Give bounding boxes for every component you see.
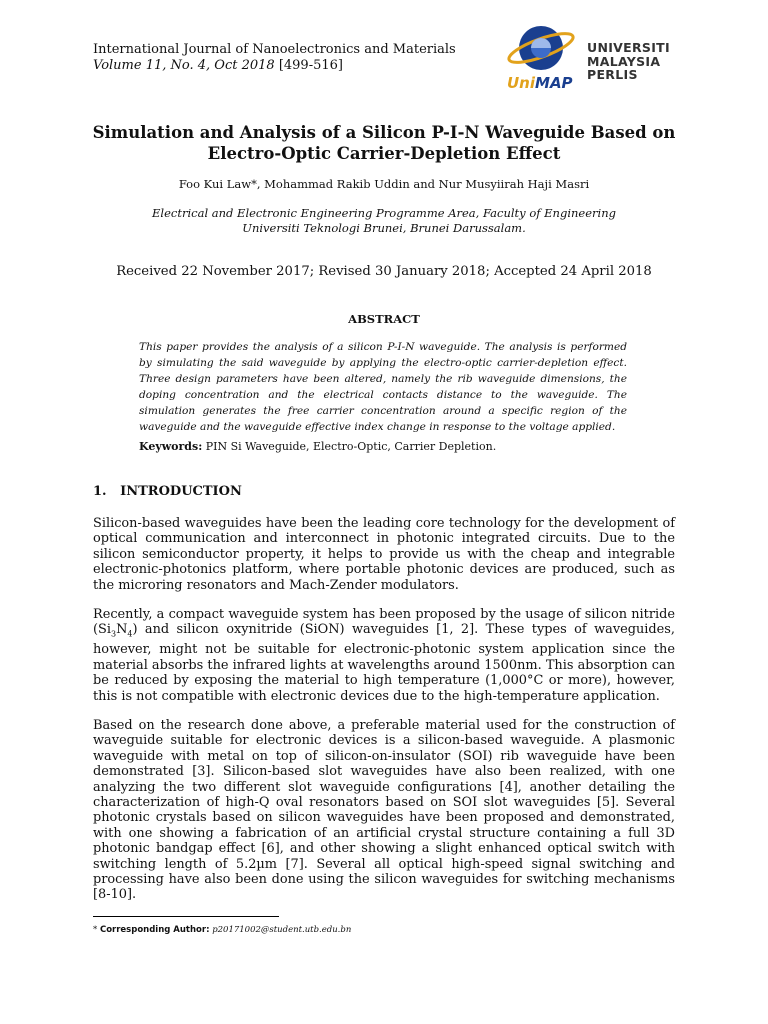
affiliation-line-1: Electrical and Electronic Engineering Programme Area, Faculty of Engineering xyxy=(152,206,616,220)
affiliation-line-2: Universiti Teknologi Brunei, Brunei Darussalam. xyxy=(242,221,526,235)
paragraph-1: Silicon-based waveguides have been the leading core technology for the development of optical communication and interconnect in photonic integrated circuits. Due to the silicon semiconductor property, it helps to provide us with the cheap and integrable electronic-photonics platform, where portable photonic devices are produced, such as the microring resonators and Mach-Zender modulators. xyxy=(93,516,675,593)
corresponding-email-link[interactable]: p20171002@student.utb.edu.bn xyxy=(212,925,352,935)
paragraph-2 xyxy=(93,607,675,704)
submission-dates: Received 22 November 2017; Revised 30 January 2018; Accepted 24 April 2018 xyxy=(116,264,652,279)
author-list: Foo Kui Law*, Mohammad Rakib Uddin and Nur Musyiirah Haji Masri xyxy=(178,177,590,191)
p2-subscript-1: 3 xyxy=(110,629,117,639)
p2-part-a: Recently, a compact waveguide system has been proposed by the usage of silicon nitride (Si xyxy=(93,607,675,638)
footnote-divider xyxy=(93,916,279,917)
keywords-list: PIN Si Waveguide, Electro-Optic, Carrier Depletion. xyxy=(202,440,497,453)
journal-header xyxy=(93,42,456,74)
wordmark-uni: Uni xyxy=(507,74,536,92)
paper-title xyxy=(60,122,708,164)
keywords xyxy=(139,440,627,453)
unimap-emblem-icon xyxy=(505,22,585,78)
logo-line-3: PERLIS xyxy=(587,67,638,82)
volume-text: Volume 11, No. 4, Oct 2018 xyxy=(93,58,275,73)
abstract-heading: ABSTRACT xyxy=(348,312,420,326)
section-title: INTRODUCTION xyxy=(120,484,242,499)
keywords-label: Keywords: xyxy=(139,440,203,453)
logo-line-1: UNIVERSITI xyxy=(587,40,670,55)
journal-volume xyxy=(93,58,456,74)
page-range: [499-516] xyxy=(278,58,343,73)
title-line-2: Electro-Optic Carrier-Depletion Effect xyxy=(207,144,561,163)
footnote-label: Corresponding Author: xyxy=(99,925,210,935)
wordmark-map: MAP xyxy=(535,74,573,92)
journal-name: International Journal of Nanoelectronics and Materials xyxy=(93,42,456,57)
university-logo xyxy=(505,22,675,98)
section-number: 1. xyxy=(93,484,107,499)
footnote xyxy=(93,925,351,935)
unimap-wordmark xyxy=(507,74,573,92)
logo-line-2: MALAYSIA xyxy=(587,53,661,69)
affiliation xyxy=(60,206,708,236)
p2-subscript-2: 4 xyxy=(127,629,133,639)
section-heading xyxy=(93,484,242,499)
p2-part-b: N xyxy=(116,622,128,638)
paragraph-3: Based on the research done above, a preferable material used for the construction of waveguide suitable for electronic devices is a silicon-based waveguide. A plasmonic waveguide with metal on top of silicon-on-insulator (SOI) rib waveguide have been demonstrated [3]. Silicon-based slot waveguides have also been realized, with one analyzing the two different slot waveguide configurations [4], another detailing the characterization of high-Q oval resonators based on SOI slot waveguides [5]. Several photonic crystals based on silicon waveguides have been proposed and demonstrated, with one showing a fabrication of an artificial crystal structure containing a full 3D photonic bandgap effect [6], and other showing a slight enhanced optical switch with switching length of 5.2µm [7]. Several all optical high-speed signal switching and processing have also been done using the silicon waveguides for switching mechanisms [8-10]. xyxy=(93,718,675,903)
title-line-1: Simulation and Analysis of a Silicon P-I-N Waveguide Based on xyxy=(92,123,676,142)
university-name xyxy=(587,41,670,82)
p2-part-c: ) and silicon oxynitride (SiON) waveguides [1, 2]. These types of waveguides, however, might not be suitable for electronic-photonic system application since the material absorbs the infrared lights at wavelengths around 1500nm. This absorption can be reduced by exposing the material to high temperature (1,000°C or more), however, this is not compatible with electronic devices due to the high-temperature application. xyxy=(93,622,675,704)
footnote-marker: * xyxy=(93,925,98,935)
abstract-text: This paper provides the analysis of a silicon P-I-N waveguide. The analysis is performed by simulating the said waveguide by applying the electro-optic carrier-depletion effect. Three design parameters have been altered, namely the rib waveguide dimensions, the doping concentration and the electrical contacts distance to the waveguide. The simulation generates the free carrier concentration around a specific region of the waveguide and the waveguide effective index change in response to the voltage applied. xyxy=(139,341,627,433)
